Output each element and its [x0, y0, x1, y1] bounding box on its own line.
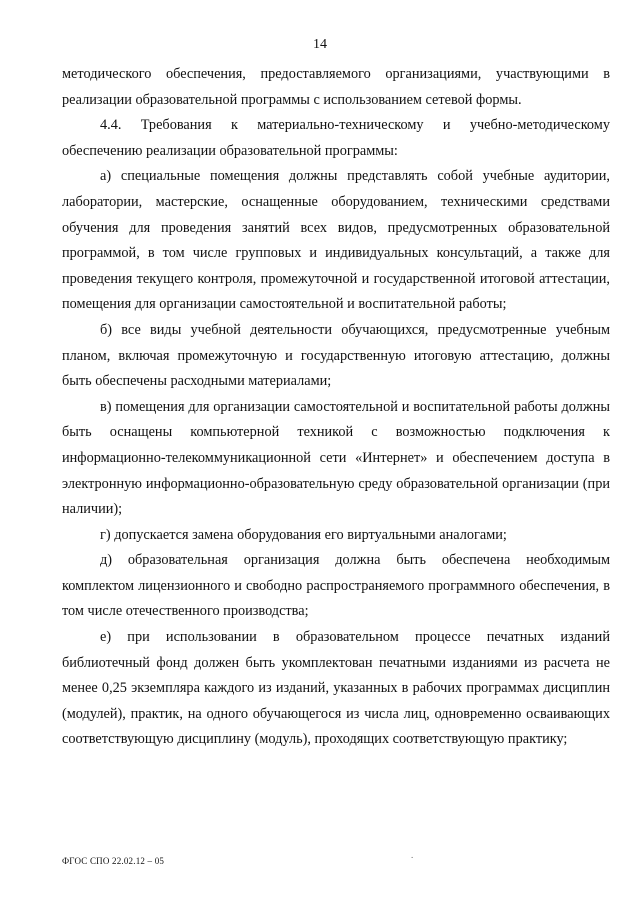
paragraph-section-4-4: 4.4. Требования к материально-техническому и учебно-методическому обеспечению реализации образовательной программы: [62, 117, 610, 159]
paragraph-item-a: а) специальные помещения должны представлять собой учебные аудитории, лаборатории, мастерские, оснащенные оборудованием, техническими средствами обучения для проведения занятий всех видов, предусмотренных образовательной программой, в том числе групповых и индивидуальных консультаций, а также для проведения текущего контроля, промежуточной и государственной итоговой аттестации, помещения для организации самостоятельной и воспитательной работы; [62, 168, 610, 313]
paragraph-item-b: б) все виды учебной деятельности обучающихся, предусмотренные учебным планом, включая промежуточную и государственную итоговую аттестацию, должны быть обеспечены расходными материалами; [62, 321, 610, 390]
paragraph-continuation: методического обеспечения, предоставляемого организациями, участвующими в реализации образовательной программы с использованием сетевой формы. [62, 66, 610, 108]
paragraph-item-e: е) при использовании в образовательном процессе печатных изданий библиотечный фонд должен быть укомплектован печатными изданиями из расчета не менее 0,25 экземпляра каждого из изданий, указанных в рабочих программах дисциплин (модулей), практик, на одного обучающегося из числа лиц, одновременно осваивающих соответствующую дисциплину (модуль), проходящих соответствующую практику; [62, 629, 610, 748]
paragraph-item-v: в) помещения для организации самостоятельной и воспитательной работы должны быть оснащены компьютерной техникой с возможностью подключения к информационно-телекоммуникационной сети «Интернет» и обеспечением доступа в электронную информационно-образовательную среду образовательной организации (при наличии); [62, 398, 610, 518]
document-body [62, 62, 610, 753]
document-footer: ФГОС СПО 22.02.12 – 05 [62, 856, 165, 866]
paragraph-item-g: г) допускается замена оборудования его виртуальными аналогами; [100, 526, 507, 543]
page-number: 14 [313, 37, 327, 52]
paragraph-item-d: д) образовательная организация должна быть обеспечена необходимым комплектом лицензионного и свободно распространяемого программного обеспечения, в том числе отечественного производства; [62, 552, 610, 620]
scan-mark: . [411, 850, 414, 860]
